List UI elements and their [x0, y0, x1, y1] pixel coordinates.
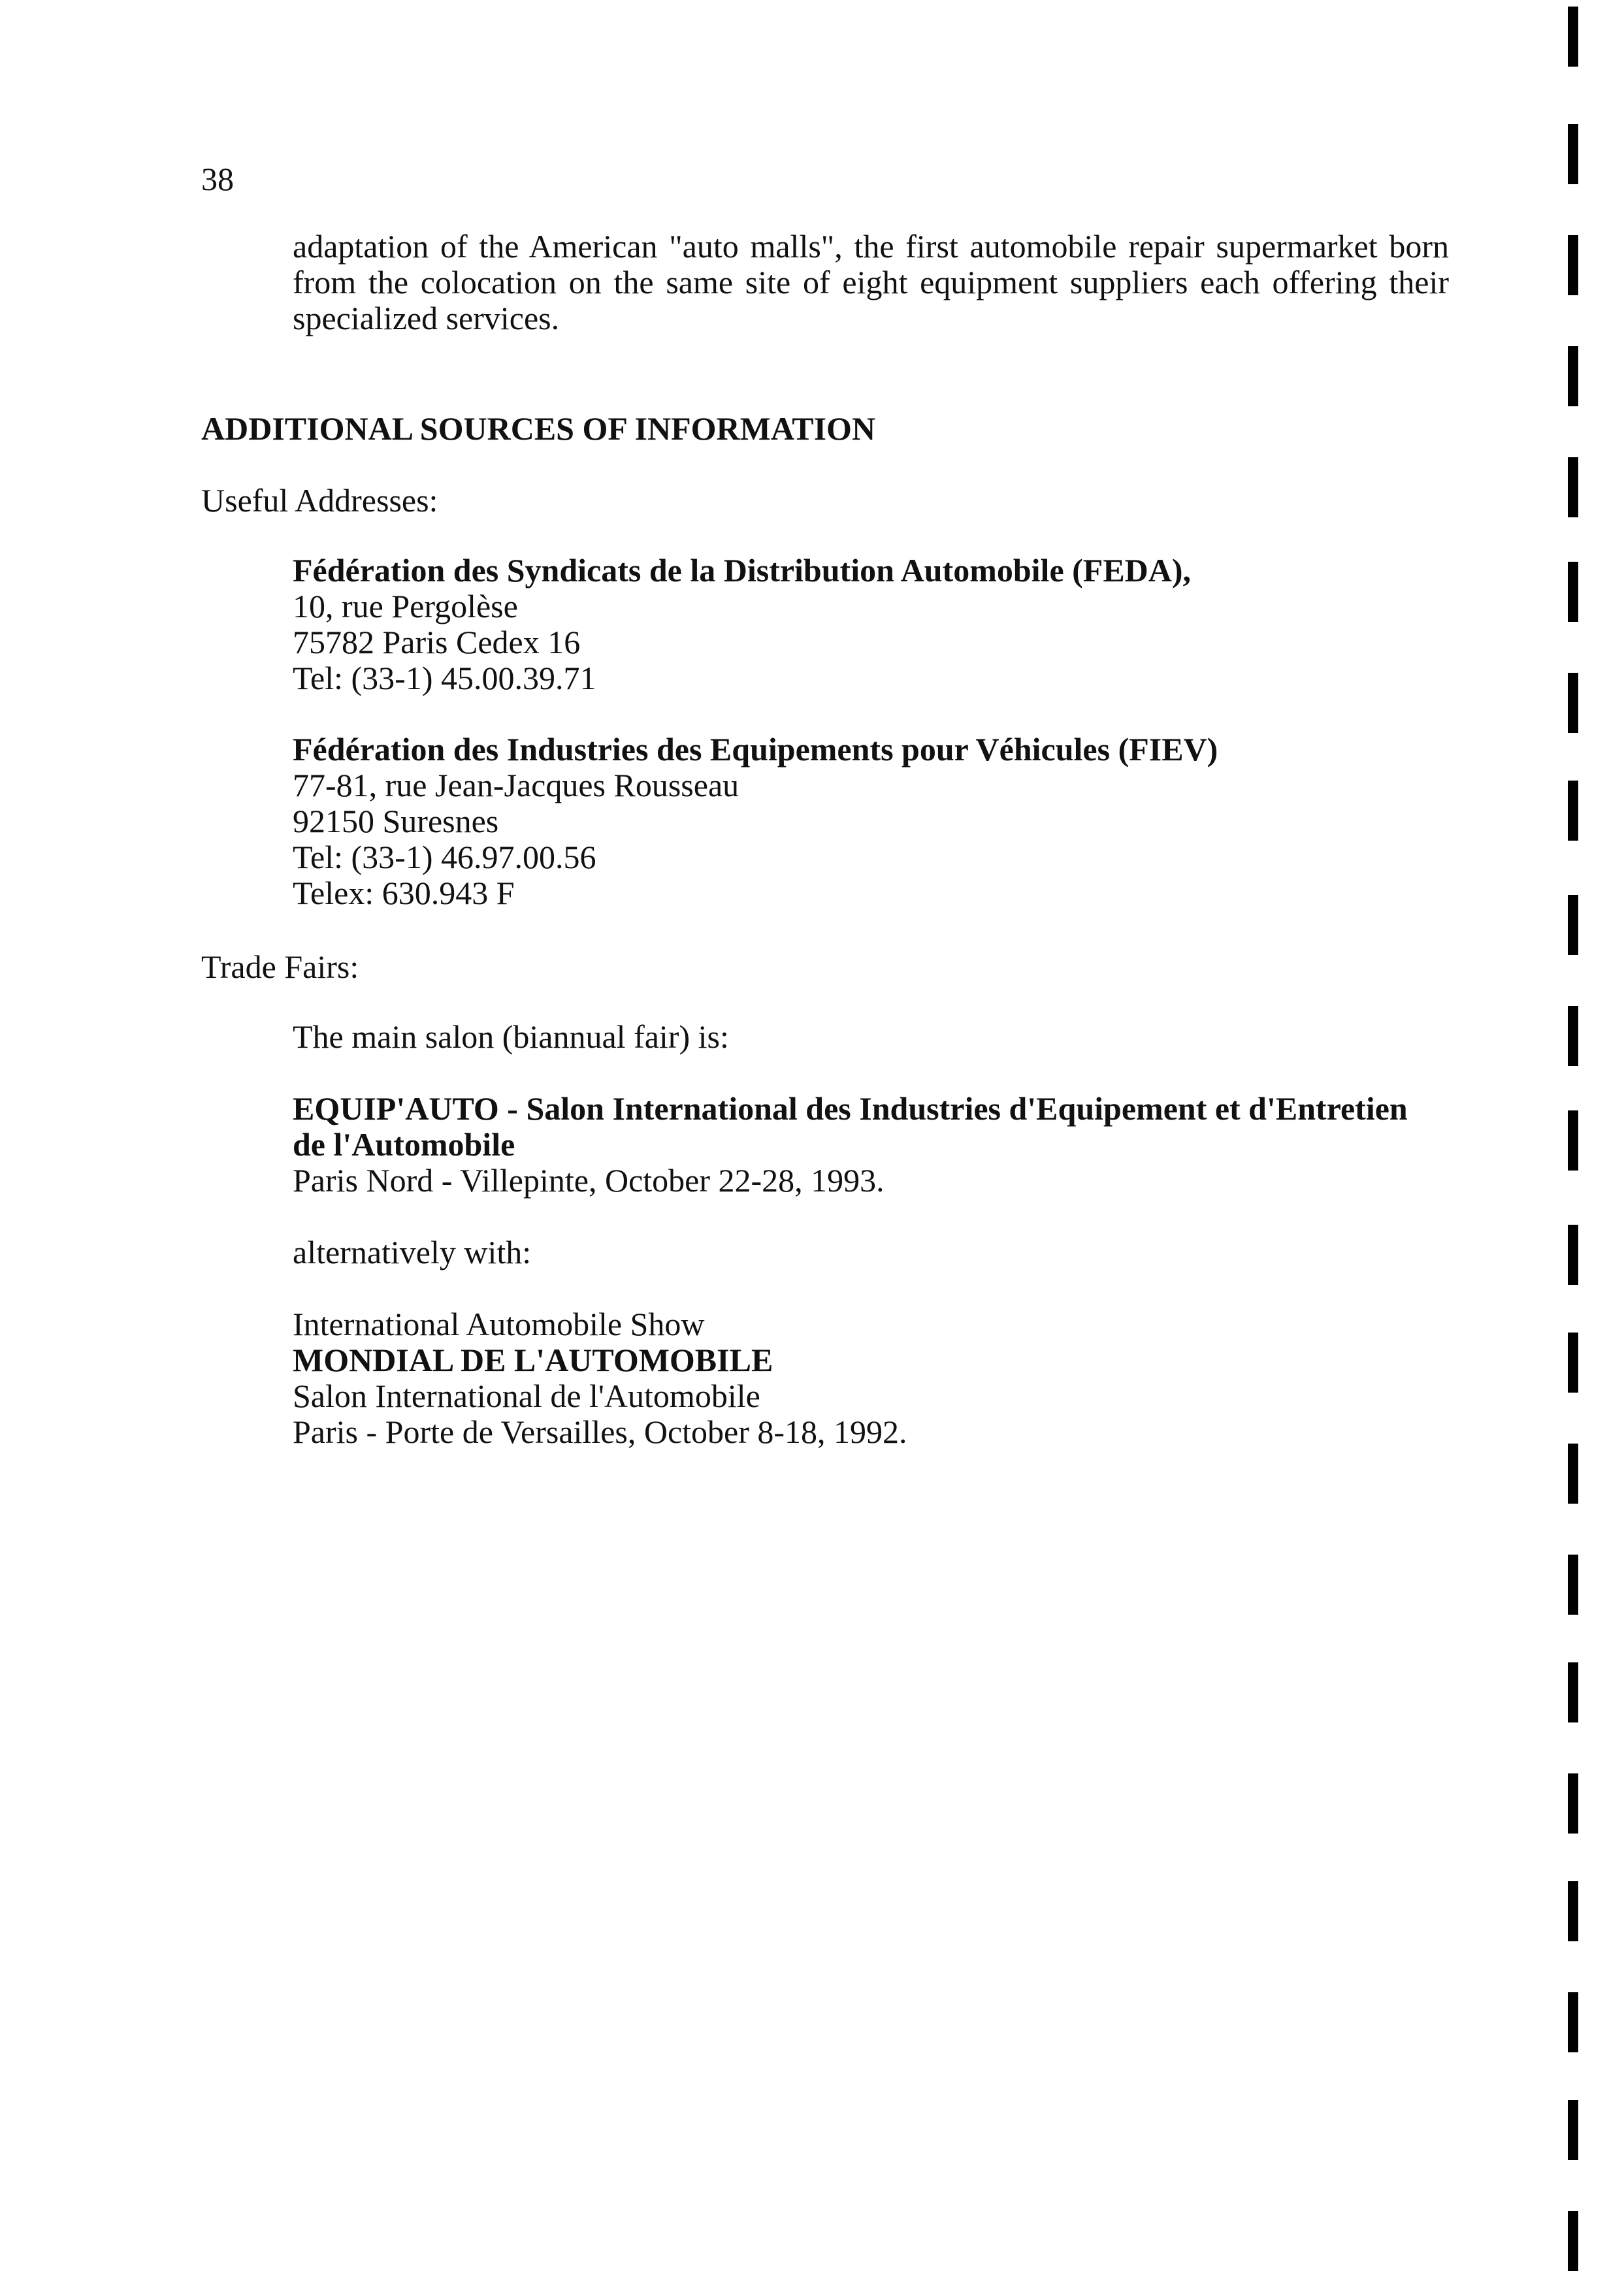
intro-paragraph: adaptation of the American "auto malls", the first automobile repair supermarket born from the colocation on the same site of eight equipment suppliers each offering their specialized services. — [293, 228, 1449, 336]
mondial-line-3: Salon International de l'Automobile — [293, 1378, 760, 1414]
mondial-line-1: International Automobile Show — [293, 1306, 705, 1342]
binding-mark — [1568, 1333, 1578, 1393]
binding-mark — [1568, 2211, 1578, 2271]
mondial-fair — [293, 1306, 1469, 1450]
mondial-location: Paris - Porte de Versailles, October 8-18, 1992. — [293, 1414, 907, 1450]
equip-auto-name-2: de l'Automobile — [293, 1126, 515, 1163]
equip-auto-location: Paris Nord - Villepinte, October 22-28, 1993. — [293, 1162, 885, 1199]
address-fiev — [293, 732, 1469, 911]
binding-mark — [1568, 1110, 1578, 1171]
fiev-telex: Telex: 630.943 F — [293, 875, 515, 911]
binding-marks — [1568, 0, 1587, 2279]
alternative-text: alternatively with: — [293, 1234, 532, 1270]
alternative-intro — [293, 1235, 1469, 1270]
fiev-street: 77-81, rue Jean-Jacques Rousseau — [293, 767, 739, 803]
binding-mark — [1568, 1006, 1578, 1066]
binding-mark — [1568, 1444, 1578, 1504]
feda-street: 10, rue Pergolèse — [293, 588, 518, 624]
binding-mark — [1568, 235, 1578, 295]
binding-mark — [1568, 124, 1578, 184]
binding-mark — [1568, 2100, 1578, 2160]
feda-city: 75782 Paris Cedex 16 — [293, 624, 581, 660]
mondial-name: MONDIAL DE L'AUTOMOBILE — [293, 1342, 773, 1378]
equip-auto-name-1: EQUIP'AUTO - Salon International des Industries d'Equipement et d'Entretien — [293, 1090, 1408, 1127]
fiev-phone: Tel: (33-1) 46.97.00.56 — [293, 839, 596, 875]
binding-mark — [1568, 1662, 1578, 1722]
page-number: 38 — [201, 161, 234, 197]
equip-auto-fair — [293, 1091, 1469, 1199]
binding-mark — [1568, 1773, 1578, 1834]
binding-mark — [1568, 346, 1578, 406]
fiev-name: Fédération des Industries des Equipements pour Véhicules (FIEV) — [293, 731, 1218, 768]
feda-phone: Tel: (33-1) 45.00.39.71 — [293, 660, 596, 696]
binding-mark — [1568, 1992, 1578, 2052]
binding-mark — [1568, 562, 1578, 622]
binding-mark — [1568, 7, 1578, 67]
binding-mark — [1568, 781, 1578, 841]
fiev-city: 92150 Suresnes — [293, 803, 499, 839]
binding-mark — [1568, 1225, 1578, 1285]
address-feda — [293, 553, 1469, 696]
binding-mark — [1568, 457, 1578, 517]
useful-addresses-label: Useful Addresses: — [201, 482, 438, 519]
binding-mark — [1568, 673, 1578, 733]
section-heading: ADDITIONAL SOURCES OF INFORMATION — [201, 410, 876, 447]
binding-mark — [1568, 1555, 1578, 1615]
feda-name: Fédération des Syndicats de la Distribution Automobile (FEDA), — [293, 552, 1192, 589]
trade-fairs-label: Trade Fairs: — [201, 948, 359, 985]
binding-mark — [1568, 895, 1578, 955]
main-salon-intro — [293, 1019, 1469, 1055]
main-salon-text: The main salon (biannual fair) is: — [293, 1018, 729, 1055]
binding-mark — [1568, 1881, 1578, 1941]
